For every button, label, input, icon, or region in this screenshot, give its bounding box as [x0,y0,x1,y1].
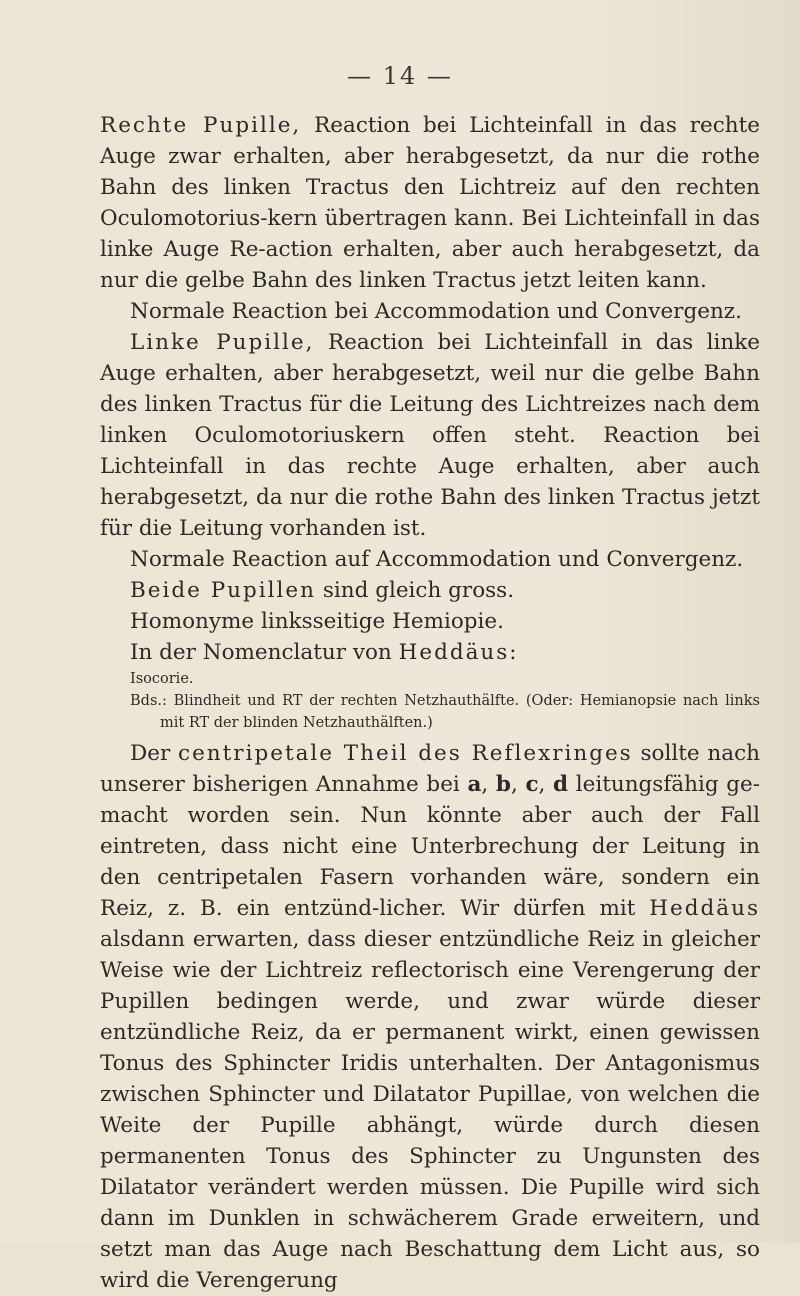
letter-a: a [467,772,482,797]
reflex-text-1: Der [130,741,179,766]
paragraph-reflex: Der centripetale Theil des Reflexringes sollte nach unserer bisherigen Annahme bei a, b, c, d leitungsfähig ge-macht worden sein. Nun könnte aber auch der Fall eintreten, dass nicht eine Unterbrechung der Leitung in den centripetalen Fasern vorhanden wäre, sondern ein Reiz, z. B. ein entzünd-licher. Wir dürfen mit Heddäus alsdann erwarten, dass dieser entzündliche Reiz in gleicher Weise wie der Lichtreiz reflectorisch eine Verengerung der Pupillen bedingen werde, und zwar würde dieser entzündliche Reiz, da er permanent wirkt, einen gewissen Tonus des Sphincter Iridis unterhalten. Der Antagonismus zwischen Sphincter und Dilatator Pupillae, von welchen die Weite der Pupille abhängt, würde durch diesen permanenten Tonus des Sphincter zu Ungunsten des Dilatator verändert werden müssen. Die Pupille wird sich dann im Dunklen in schwächerem Grade erweitern, und setzt man das Auge nach Beschattung dem Licht aus, so wird die Verengerung [100,741,761,1293]
letter-b: b [495,772,511,797]
text-left-pupil: Reaction bei Lichteinfall in das linke Auge erhalten, aber herabgesetzt, weil nur die gelbe Bahn des linken Tractus für die Leitung des Lichtreizes nach dem linken Oculomotoriuskern offen steht. Reaction bei Lichteinfall in das rechte Auge erhalten, aber auch herabgesetzt, da nur die rothe Bahn des linken Tractus jetzt für die Leitung vorhanden ist. [100,330,760,541]
text-hemiopie: Homonyme linksseitige Hemiopie. [130,609,504,634]
body-text [100,110,760,1296]
text-nomenclature: In der Nomenclatur von [130,640,399,665]
paragraph-nomenclature [100,637,760,668]
reflex-text-3: leitungsfähig ge-macht worden sein. Nun könnte aber auch der Fall eintreten, dass nicht eine Unterbrechung der Leitung in den centripetalen Fasern vorhanden wäre, sondern ein Reiz, z. B. ein entzünd-licher. Wir dürfen mit [100,772,761,921]
lead-right-pupil: Rechte Pupille, [100,113,302,138]
text-nomenclature-tail: : [509,640,517,665]
paragraph-left-pupil [100,327,760,544]
text-normal-reaction-1: Normale Reaction bei Accommodation und Convergenz. [130,299,742,324]
page-number: — 14 — [347,62,453,90]
paragraph-normal-reaction-1 [100,296,760,327]
paragraph-both-pupils [100,575,760,606]
lead-both-pupils: Beide Pupillen [130,578,316,603]
reflex-spaced-term: centripetale Theil des Reflexringes [178,741,633,766]
paragraph-right-pupil [70,110,760,296]
text-both-pupils: sind gleich gross. [316,578,515,603]
lead-left-pupil: Linke Pupille, [130,330,315,355]
paragraph-hemiopie [100,606,760,637]
letter-c: c [525,772,539,797]
text-right-pupil: Reaction bei Lichteinfall in das rechte Auge zwar erhalten, aber herabgesetzt, da nur die rothe Bahn des linken Tractus den Lichtreiz auf den rechten Oculomotorius-kern übertragen kann. Bei Lichteinfall in das linke Auge Re-action erhalten, aber auch herabgesetzt, da nur die gelbe Bahn des linken Tractus jetzt leiten kann. [100,113,760,293]
reflex-text-4: alsdann erwarten, dass dieser entzündliche Reiz in gleicher Weise wie der Lichtreiz reflectorisch eine Verengerung der Pupillen bedingen werde, und zwar würde dieser entzündliche Reiz, da er permanent wirkt, einen gewissen Tonus des Sphincter Iridis unterhalten. Der Antagonismus zwischen Sphincter und Dilatator Pupillae, von welchen die Weite der Pupille abhängt, würde durch diesen permanenten Tonus des Sphincter zu Ungunsten des Dilatator verändert werden müssen. Die Pupille wird sich dann im Dunklen in schwächerem Grade erweitern, und setzt man das Auge nach Beschattung dem Licht aus, so wird die Verengerung [100,927,760,1293]
author-name-2: Heddäus [649,896,760,921]
reflex-text-2: sollte nach unserer bisherigen Annahme bei [100,741,760,797]
isocorie-line: Isocorie. [130,671,194,687]
author-name: Heddäus [398,640,510,665]
bds-line: Bds.: Blindheit und RT der rechten Netzhauthälfte. (Oder: Hemianopsie nach links mit RT der blinden Netzhauthälften.) [130,693,760,731]
paragraph-normal-reaction-2 [100,544,760,575]
letter-d: d [553,772,569,797]
text-normal-reaction-2: Normale Reaction auf Accommodation und Convergenz. [130,547,744,572]
